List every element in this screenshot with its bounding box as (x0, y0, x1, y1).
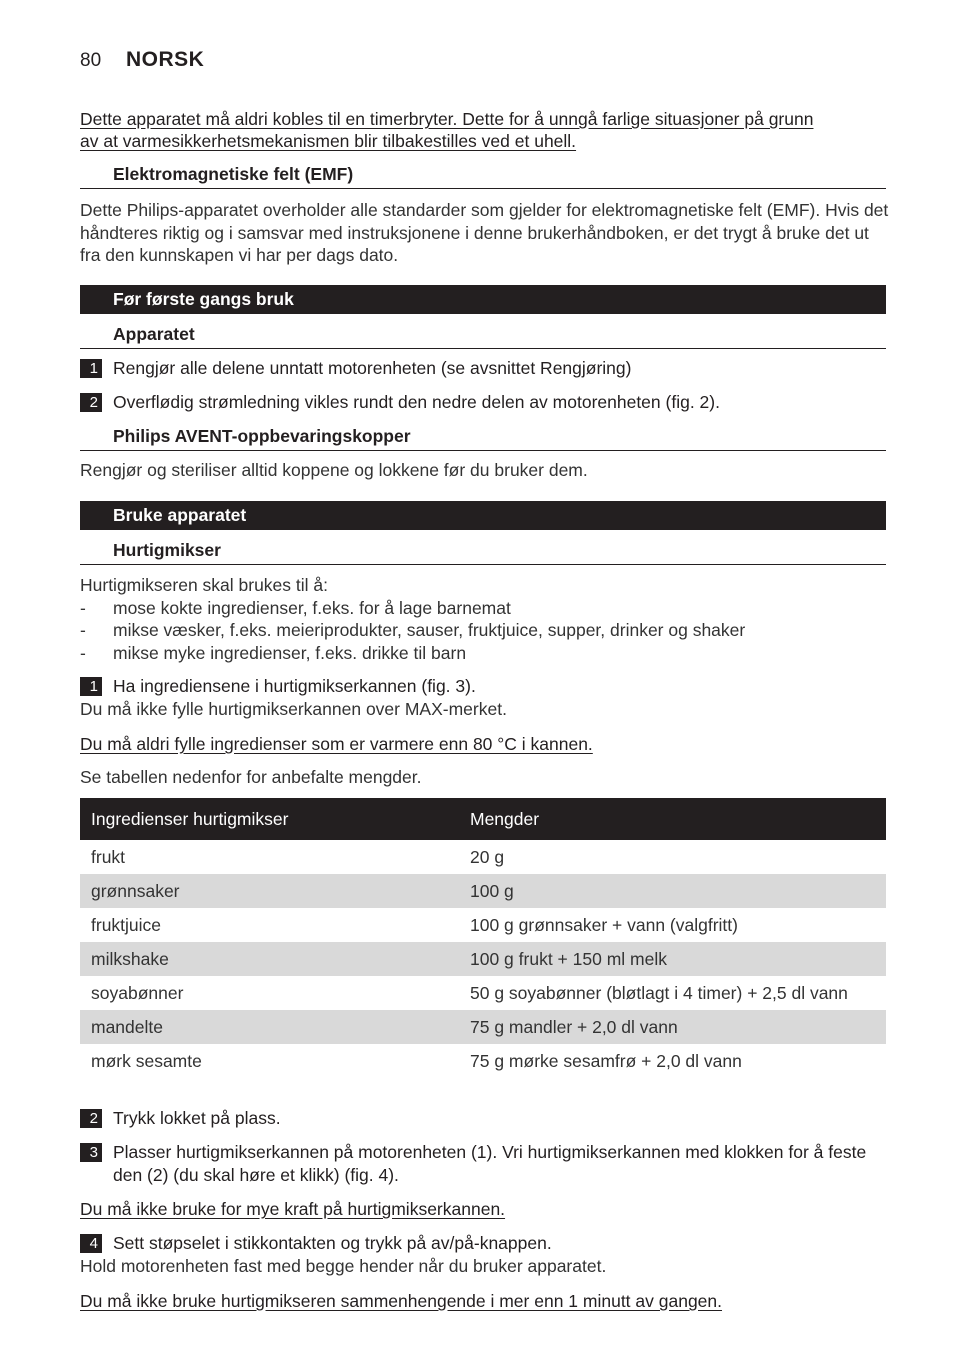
table-header-row (80, 798, 886, 840)
table-header-quantities: Mengder (459, 798, 886, 840)
warning-timer-line2: av at varmesikkerhetsmekanismen blir tilbakestilles ved et uhell. (80, 131, 577, 151)
bullet-text: mose kokte ingredienser, f.eks. for å lage barnemat (113, 598, 511, 618)
step1-note: Du må ikke fylle hurtigmikserkannen over MAX-merket. (80, 699, 507, 719)
emf-heading (80, 162, 886, 189)
section-title-using: Bruke apparatet (113, 505, 247, 525)
bullet-text: mikse væsker, f.eks. meieriprodukter, sauser, fruktjuice, supper, drinker og shaker (113, 620, 746, 640)
table-row (80, 874, 886, 908)
table-cell: frukt (91, 846, 126, 867)
section-bar-before-first-use (80, 285, 886, 314)
appliance-heading (80, 322, 886, 349)
cups-heading (80, 424, 886, 451)
table-header-ingredients: Ingredienser hurtigmikser (80, 798, 459, 840)
table-cell: soyabønner (91, 982, 184, 1003)
step-number: 4 (80, 1234, 102, 1253)
section-bar-using (80, 501, 886, 530)
table-cell: mørk sesamte (91, 1050, 202, 1071)
table-cell: 50 g soyabønner (bløtlagt i 4 timer) + 2,5 dl vann (470, 982, 848, 1003)
table-cell: 75 g mandler + 2,0 dl vann (459, 1010, 886, 1044)
emf-heading-text: Elektromagnetiske felt (EMF) (113, 164, 354, 184)
step-text: Ha ingrediensene i hurtigmikserkannen (fig. 3). (113, 676, 476, 696)
blender-heading-text: Hurtigmikser (113, 540, 221, 560)
step-number: 3 (80, 1143, 102, 1162)
warning-timer-line1: Dette apparatet må aldri kobles til en timerbryter. Dette for å unngå farlige situasjoner på grunn (80, 109, 814, 129)
step-text: Plasser hurtigmikserkannen på motorenheten (1). Vri hurtigmikserkannen med klokken for å feste den (2) (du skal høre et klikk) (fig. 4). (113, 1142, 867, 1185)
table-row (80, 1010, 886, 1044)
page-number: 80 (80, 50, 102, 71)
warning-timer (80, 108, 813, 152)
table-row (80, 1044, 886, 1078)
warning-temperature-text: Du må aldri fylle ingredienser som er varmere enn 80 °C i kannen. (80, 734, 593, 754)
bullet-text: mikse myke ingredienser, f.eks. drikke til barn (113, 643, 467, 663)
table-cell: grønnsaker (80, 874, 459, 908)
step-number: 1 (80, 359, 102, 378)
table-row (80, 942, 886, 976)
warning-minute-text: Du må ikke bruke hurtigmikseren sammenhengende i mer enn 1 minutt av gangen. (80, 1291, 723, 1311)
warning-minute (80, 1290, 722, 1312)
step-text: Overflødig strømledning vikles rundt den nedre delen av motorenheten (fig. 2). (113, 392, 720, 412)
table-reference: Se tabellen nedenfor for anbefalte mengder. (80, 767, 422, 787)
step-text: Rengjør alle delene unntatt motorenheten (se avsnittet Rengjøring) (113, 358, 632, 378)
step-text: Trykk lokket på plass. (113, 1108, 281, 1128)
table-row (80, 840, 886, 874)
language-heading: NORSK (126, 48, 205, 71)
step-text: Sett støpselet i stikkontakten og trykk på av/på-knappen. (113, 1233, 552, 1253)
appliance-heading-text: Apparatet (113, 324, 195, 344)
step-number: 1 (80, 677, 102, 696)
warning-force-text: Du må ikke bruke for mye kraft på hurtigmikserkannen. (80, 1199, 506, 1219)
warning-temperature (80, 733, 593, 755)
emf-text: Dette Philips-apparatet overholder alle standarder som gjelder for elektromagnetiske felt (EMF). Hvis det håndteres riktig og i samsvar med instruksjonene i denne brukerhåndboken, er det trygt å bruke det ut fra den kunnskapen vi har per dags dato. (80, 200, 889, 266)
table-cell: 100 g grønnsaker + vann (valgfritt) (470, 914, 738, 935)
quantities-table (80, 798, 886, 1078)
step-number: 2 (80, 393, 102, 412)
table-cell: 100 g frukt + 150 ml melk (459, 942, 886, 976)
cups-text: Rengjør og steriliser alltid koppene og lokkene før du bruker dem. (80, 460, 588, 480)
step-number: 2 (80, 1109, 102, 1128)
blender-intro: Hurtigmikseren skal brukes til å: (80, 575, 328, 595)
table-cell: mandelte (80, 1010, 459, 1044)
table-cell: fruktjuice (91, 914, 162, 935)
table-cell: 75 g mørke sesamfrø + 2,0 dl vann (470, 1050, 742, 1071)
table-cell: 20 g (470, 846, 505, 867)
table-row (80, 976, 886, 1010)
blender-heading (80, 538, 886, 565)
table-cell: 100 g (459, 874, 886, 908)
section-title-before-first-use: Før første gangs bruk (113, 289, 294, 309)
table-cell: milkshake (80, 942, 459, 976)
warning-force (80, 1198, 505, 1220)
step4-note: Hold motorenheten fast med begge hender når du bruker apparatet. (80, 1256, 607, 1276)
table-row (80, 908, 886, 942)
cups-heading-text: Philips AVENT-oppbevaringskopper (113, 426, 411, 446)
